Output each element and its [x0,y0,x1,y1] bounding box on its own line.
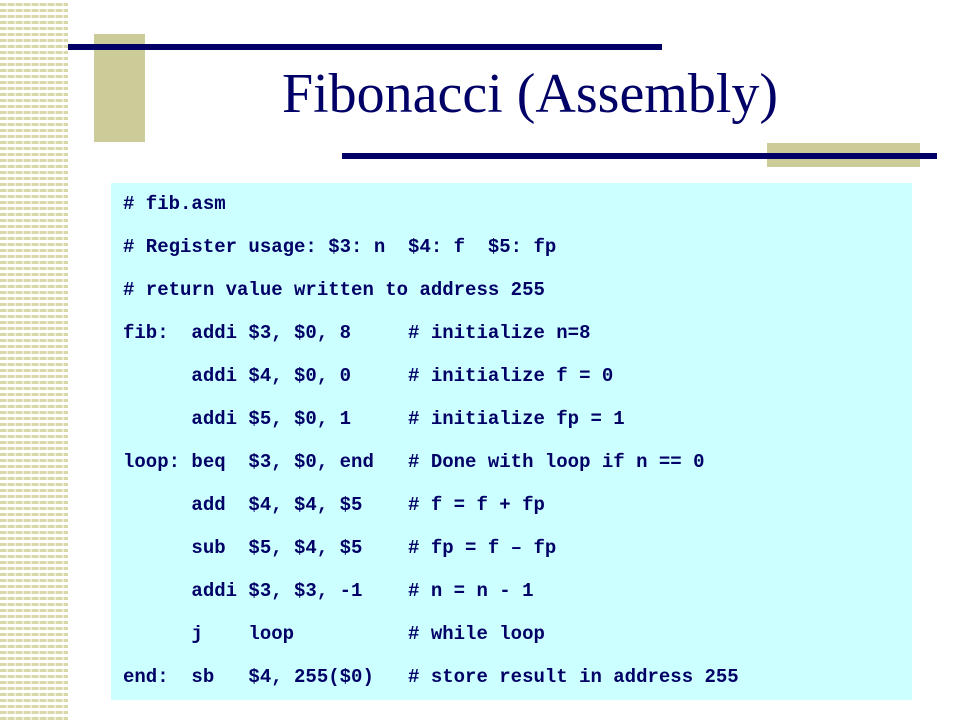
slide-title: Fibonacci (Assembly) [281,63,779,125]
code-line: addi $4, $0, 0 # initialize f = 0 [123,365,614,387]
code-line: # return value written to address 255 [123,279,545,301]
code-line: # Register usage: $3: n $4: f $5: fp [123,236,557,258]
code-line: addi $3, $3, -1 # n = n - 1 [123,580,534,602]
code-line: fib: addi $3, $0, 8 # initialize n=8 [123,322,591,344]
code-line: # fib.asm [123,193,226,215]
decorative-rule-bottom [342,153,937,159]
code-line: end: sb $4, 255($0) # store result in address 255 [123,666,739,688]
code-listing [111,183,912,700]
decorative-stripe-band [0,0,68,720]
code-line: addi $5, $0, 1 # initialize fp = 1 [123,408,625,430]
decorative-rule-top [68,44,662,50]
decorative-olive-block-top [94,34,145,142]
code-line: sub $5, $4, $5 # fp = f – fp [123,537,557,559]
code-line: add $4, $4, $5 # f = f + fp [123,494,545,516]
code-line: loop: beq $3, $0, end # Done with loop if n == 0 [123,451,705,473]
code-line: j loop # while loop [123,623,545,645]
